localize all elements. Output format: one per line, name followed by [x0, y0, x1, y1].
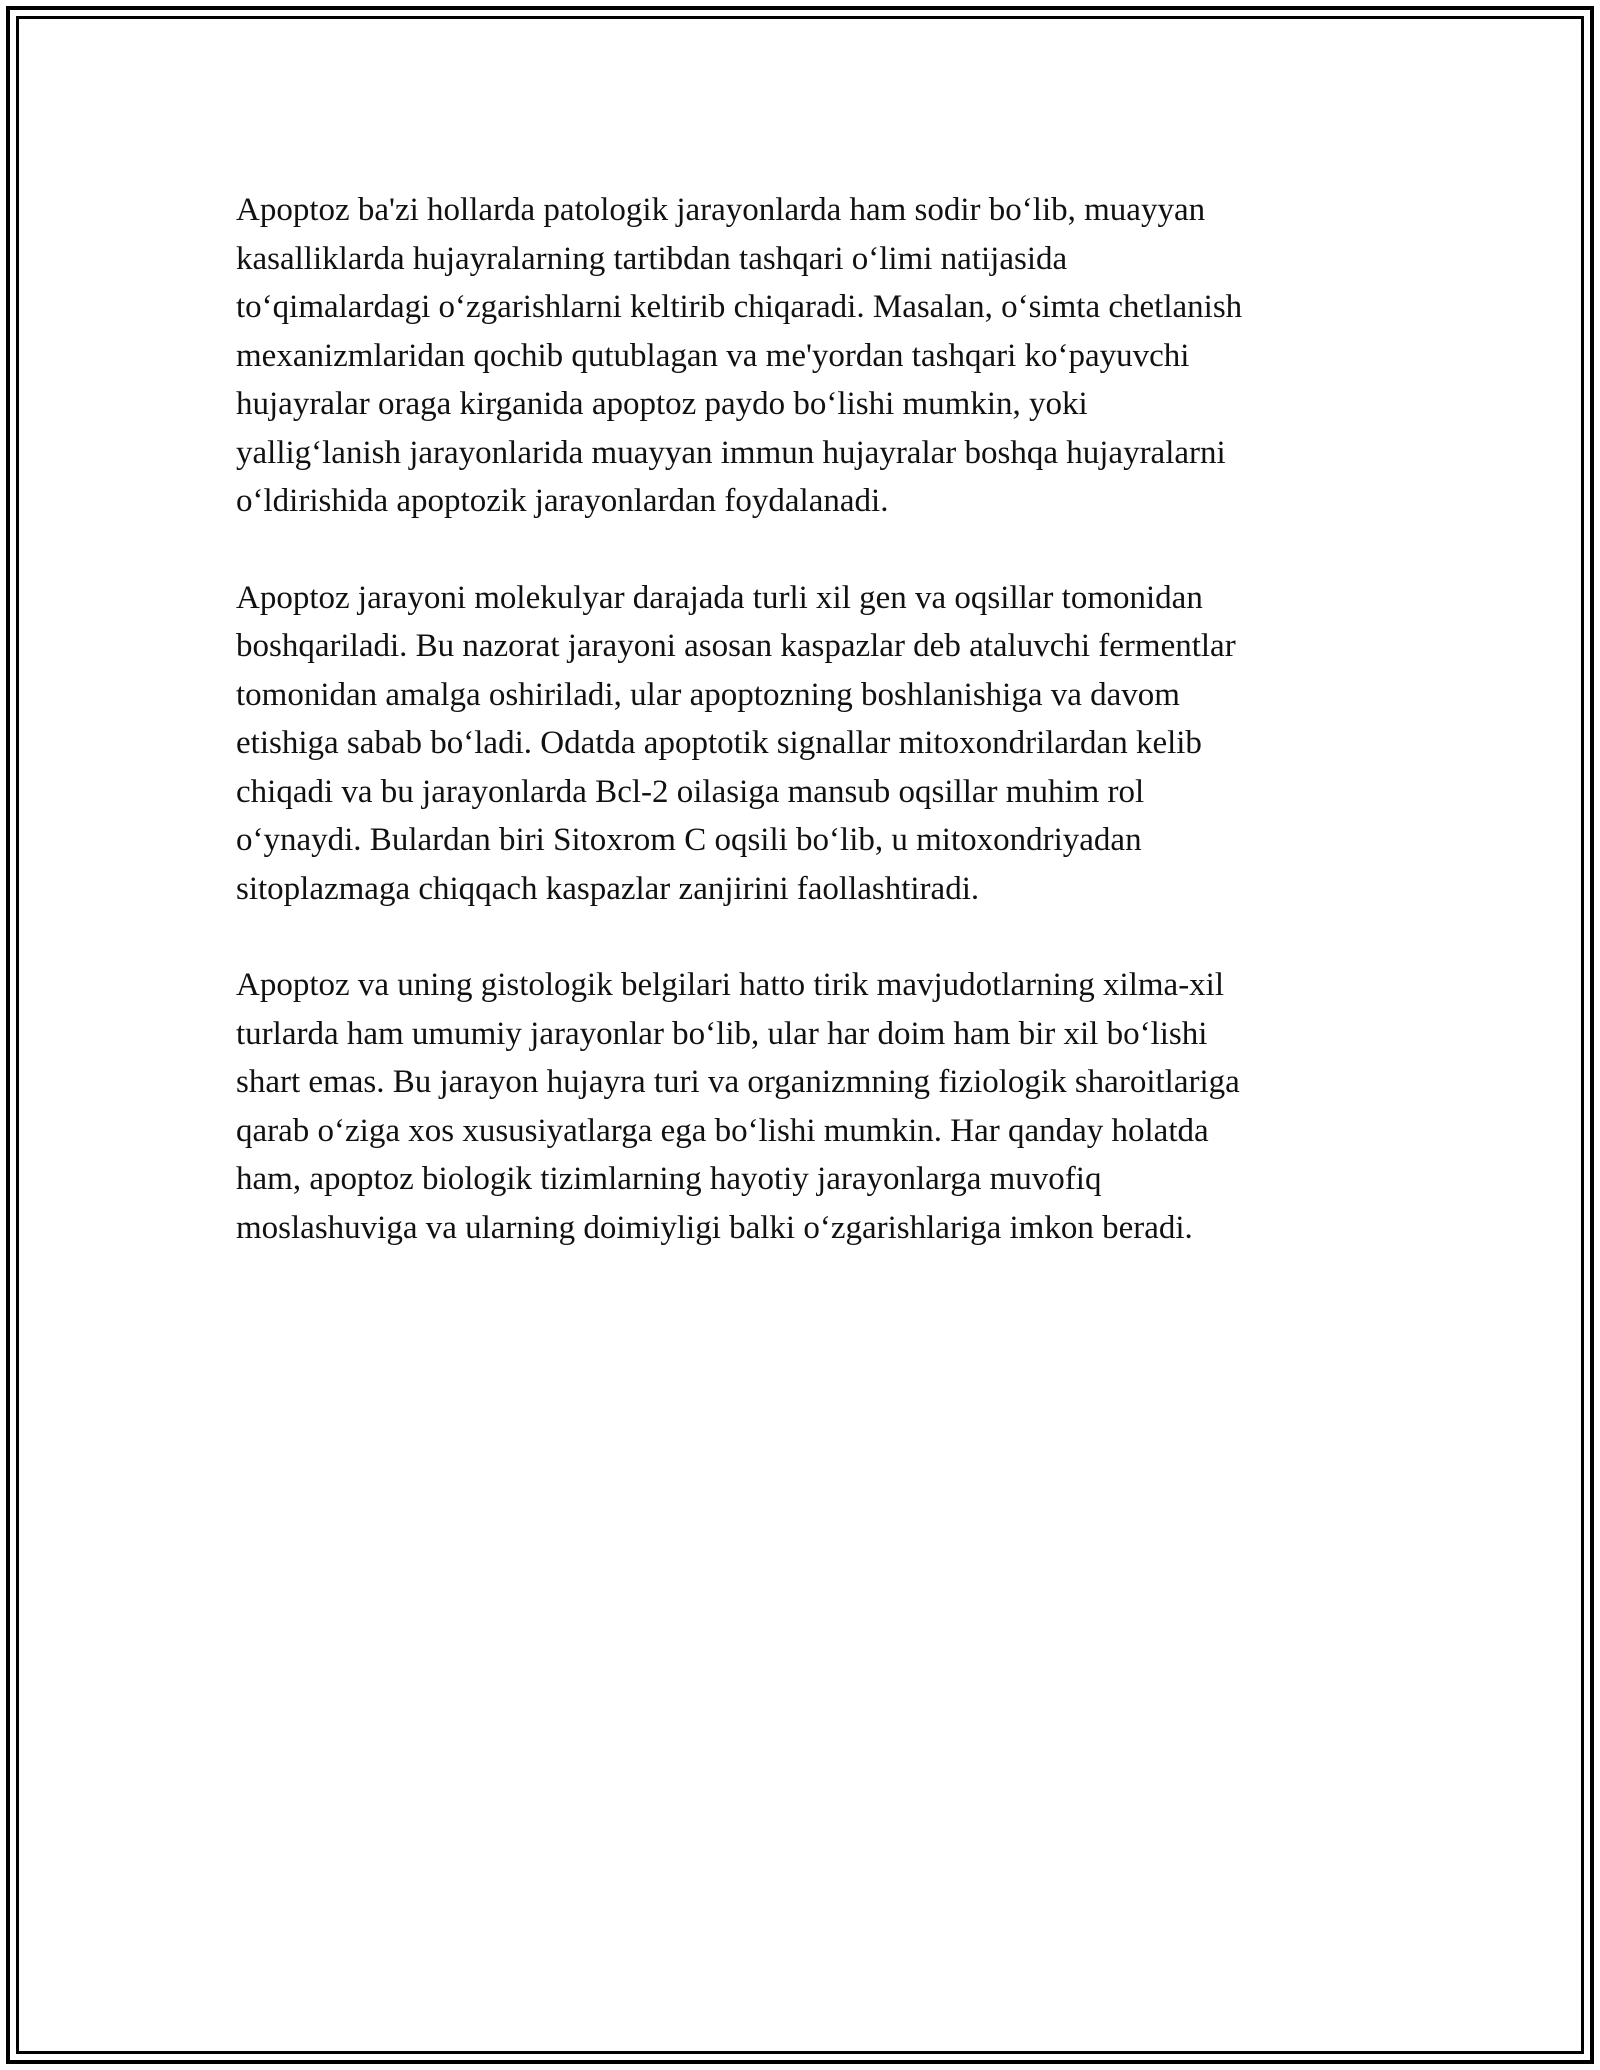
paragraph-2: Apoptoz jarayoni molekulyar darajada turli xil gen va oqsillar tomonidan boshqariladi. Bu nazorat jarayoni asosan kaspazlar deb ataluvchi fermentlar tomonidan amalga oshiriladi, ular apoptozning boshlanishiga va davom etishiga sabab bo‘ladi. Odatda apoptotik signallar mitoxondrilardan kelib chiqadi va bu jarayonlarda Bcl-2 oilasiga mansub oqsillar muhim rol o‘ynaydi. Bulardan biri Sitoxrom C oqsili bo‘lib, u mitoxondriyadan sitoplazmaga chiqqach kaspazlar zanjirini faollashtiradi. [236, 579, 1236, 907]
paragraph-3: Apoptoz va uning gistologik belgilari hatto tirik mavjudotlarning xilma-xil turlarda ham umumiy jarayonlar bo‘lib, ular har doim ham bir xil bo‘lishi shart emas. Bu jarayon hujayra turi va organizmning fiziologik sharoitlariga qarab o‘ziga xos xususiyatlarga ega bo‘lishi mumkin. Har qanday holatda ham, apoptoz biologik tizimlarning hayotiy jarayonlarga muvofiq moslashuviga va ularning doimiyligi balki o‘zgarishlariga imkon beradi. [236, 967, 1240, 1246]
document-body [236, 186, 1366, 1300]
paragraph-1: Apoptoz ba'zi hollarda patologik jarayonlarda ham sodir bo‘lib, muayyan kasalliklarda hujayralarning tartibdan tashqari o‘limi natijasida to‘qimalardagi o‘zgarishlarni keltirib chiqaradi. Masalan, o‘simta chetlanish mexanizmlaridan qochib qutublagan va me'yordan tashqari ko‘payuvchi hujayralar oraga kirganida apoptoz paydo bo‘lishi mumkin, yoki yallig‘lanish jarayonlarida muayyan immun hujayralar boshqa hujayralarni o‘ldirishida apoptozik jarayonlardan foydalanadi. [236, 192, 1243, 519]
